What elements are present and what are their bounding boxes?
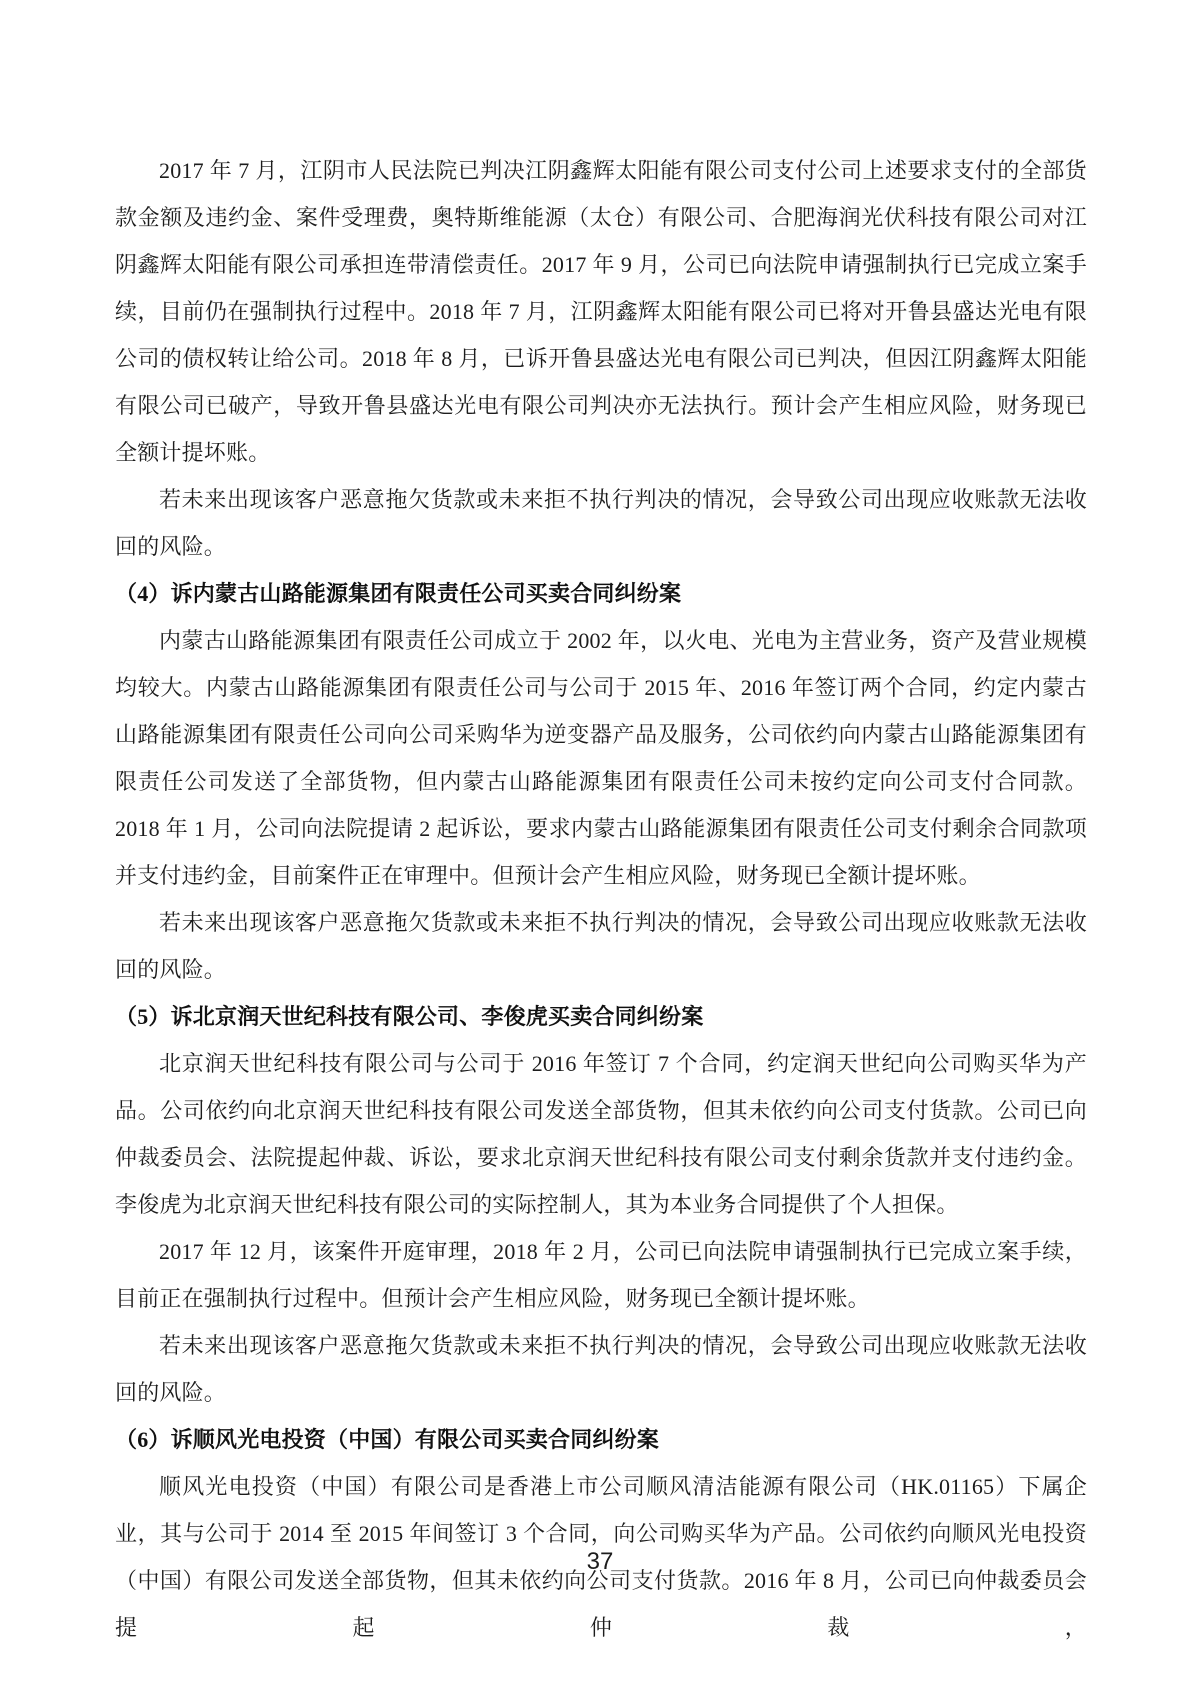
paragraph-runtian-enforcement: 2017 年 12 月，该案件开庭审理，2018 年 2 月，公司已向法院申请强制执行已完成立案手续，目前正在强制执行过程中。但预计会产生相应风险，财务现已全额计提坏账。 [115,1239,1087,1311]
paragraph-risk-note-3: 若未来出现该客户恶意拖欠货款或未来拒不执行判决的情况，会导致公司出现应收账款无法收回的风险。 [115,1333,1087,1405]
paragraph-shunfeng-case: 顺风光电投资（中国）有限公司是香港上市公司顺风清洁能源有限公司（HK.01165）下属企业，其与公司于 2014 至 2015 年间签订 3 个合同，向公司购买华为产品。公司依约向顺风光电投资（中国）有限公司发送全部货物，但其未依约向公司支付货款。2016 年 8 月，公司已向仲裁委员会提起仲裁， [115,1474,1087,1640]
paragraph-neimenggu-case: 内蒙古山路能源集团有限责任公司成立于 2002 年，以火电、光电为主营业务，资产及营业规模均较大。内蒙古山路能源集团有限责任公司与公司于 2015 年、2016 年签订两个合同，约定内蒙古山路能源集团有限责任公司向公司采购华为逆变器产品及服务，公司依约向内蒙古山路能源集团有限责任公司发送了全部货物，但内蒙古山路能源集团有限责任公司未按约定向公司支付合同款。2018 年 1 月，公司向法院提请 2 起诉讼，要求内蒙古山路能源集团有限责任公司支付剩余合同款项并支付违约金，目前案件正在审理中。但预计会产生相应风险，财务现已全额计提坏账。 [115,628,1087,888]
page-content [115,147,1087,1651]
page-number: 37 [586,1548,614,1575]
section-heading-4: （4）诉内蒙古山路能源集团有限责任公司买卖合同纠纷案 [115,581,682,606]
paragraph-risk-note-1: 若未来出现该客户恶意拖欠货款或未来拒不执行判决的情况，会导致公司出现应收账款无法收回的风险。 [115,487,1087,559]
section-heading-6: （6）诉顺风光电投资（中国）有限公司买卖合同纠纷案 [115,1427,660,1452]
paragraph-runtian-case: 北京润天世纪科技有限公司与公司于 2016 年签订 7 个合同，约定润天世纪向公司购买华为产品。公司依约向北京润天世纪科技有限公司发送全部货物，但其未依约向公司支付货款。公司已向仲裁委员会、法院提起仲裁、诉讼，要求北京润天世纪科技有限公司支付剩余货款并支付违约金。李俊虎为北京润天世纪科技有限公司的实际控制人，其为本业务合同提供了个人担保。 [115,1051,1087,1217]
paragraph-risk-note-2: 若未来出现该客户恶意拖欠货款或未来拒不执行判决的情况，会导致公司出现应收账款无法收回的风险。 [115,910,1087,982]
section-heading-5: （5）诉北京润天世纪科技有限公司、李俊虎买卖合同纠纷案 [115,1004,704,1029]
paragraph-jiangyin-judgment: 2017 年 7 月，江阴市人民法院已判决江阴鑫辉太阳能有限公司支付公司上述要求支付的全部货款金额及违约金、案件受理费，奥特斯维能源（太仓）有限公司、合肥海润光伏科技有限公司对江阴鑫辉太阳能有限公司承担连带清偿责任。2017 年 9 月，公司已向法院申请强制执行已完成立案手续，目前仍在强制执行过程中。2018 年 7 月，江阴鑫辉太阳能有限公司已将对开鲁县盛达光电有限公司的债权转让给公司。2018 年 8 月，已诉开鲁县盛达光电有限公司已判决，但因江阴鑫辉太阳能有限公司已破产，导致开鲁县盛达光电有限公司判决亦无法执行。预计会产生相应风险，财务现已全额计提坏账。 [115,158,1087,465]
